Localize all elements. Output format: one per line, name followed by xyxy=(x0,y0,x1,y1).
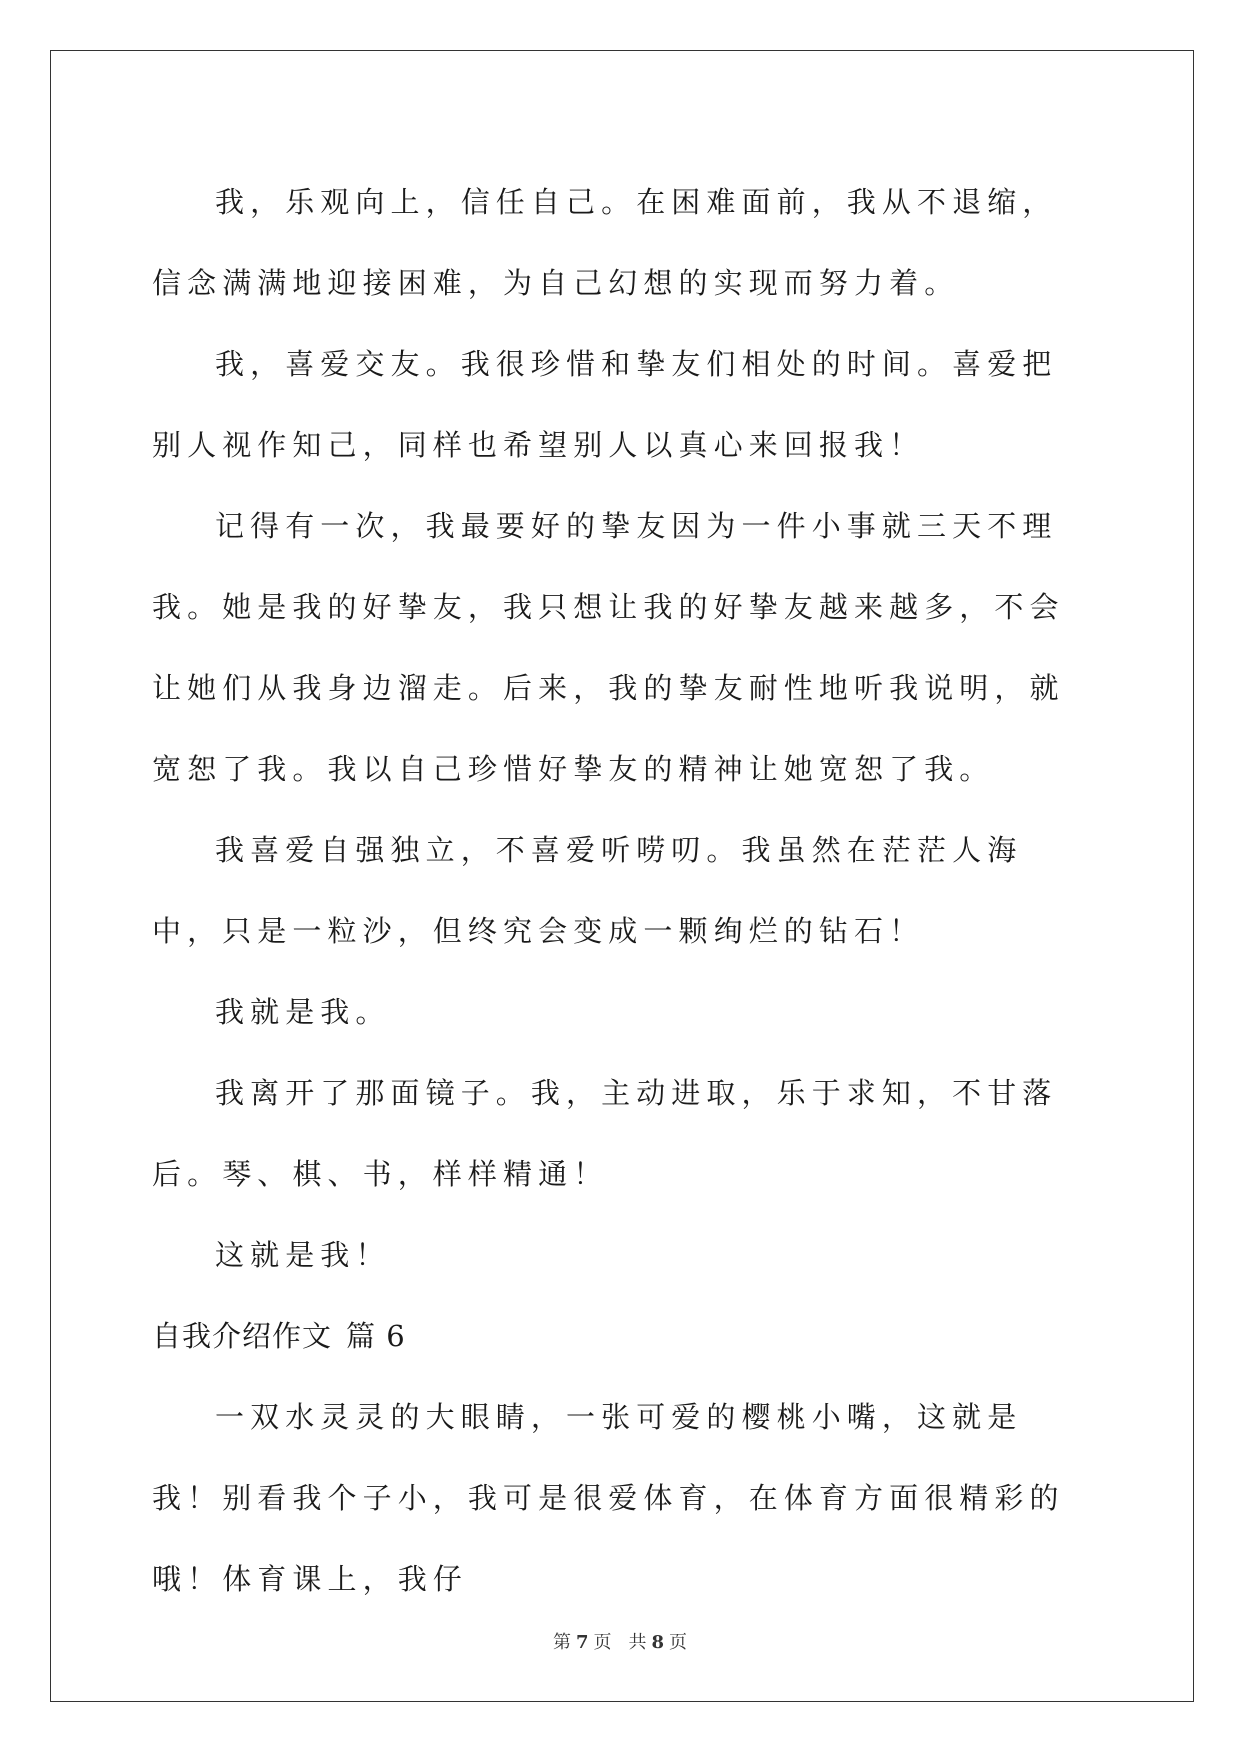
total-page-number: 8 xyxy=(651,1632,666,1653)
paragraph: 我喜爱自强独立，不喜爱听唠叨。我虽然在茫茫人海中，只是一粒沙，但终究会变成一颗绚烂的钻石！ xyxy=(152,833,1023,948)
paragraph: 我，乐观向上，信任自己。在困难面前，我从不退缩，信念满满地迎接困难，为自己幻想的实现而努力着。 xyxy=(152,185,1058,300)
document-body xyxy=(152,162,1092,1620)
paragraph: 记得有一次，我最要好的挚友因为一件小事就三天不理我。她是我的好挚友，我只想让我的好挚友越来越多，不会让她们从我身边溜走。后来，我的挚友耐性地听我说明，就宽恕了我。我以自己珍惜好挚友的精神让她宽恕了我。 xyxy=(152,509,1065,786)
section-number: 篇 6 xyxy=(346,1319,406,1353)
footer-total-suffix: 页 xyxy=(669,1632,689,1653)
footer-prefix: 第 xyxy=(552,1632,572,1653)
current-page-number: 7 xyxy=(575,1632,590,1653)
section-heading xyxy=(152,1296,1092,1377)
paragraph: 我就是我。 xyxy=(215,995,391,1029)
paragraph: 一双水灵灵的大眼睛，一张可爱的樱桃小嘴，这就是我！别看我个子小，我可是很爱体育，在体育方面很精彩的哦！体育课上，我仔 xyxy=(152,1400,1065,1596)
section-title: 自我介绍作文 xyxy=(152,1319,333,1353)
paragraph: 我离开了那面镜子。我，主动进取，乐于求知，不甘落后。琴、棋、书，样样精通！ xyxy=(152,1076,1058,1191)
paragraph: 我，喜爱交友。我很珍惜和挚友们相处的时间。喜爱把别人视作知己，同样也希望别人以真心来回报我！ xyxy=(152,347,1058,462)
paragraph: 这就是我！ xyxy=(215,1238,391,1272)
footer-page-word: 页 xyxy=(593,1632,613,1653)
page-footer xyxy=(0,1628,1241,1654)
footer-total-prefix: 共 xyxy=(628,1632,648,1653)
